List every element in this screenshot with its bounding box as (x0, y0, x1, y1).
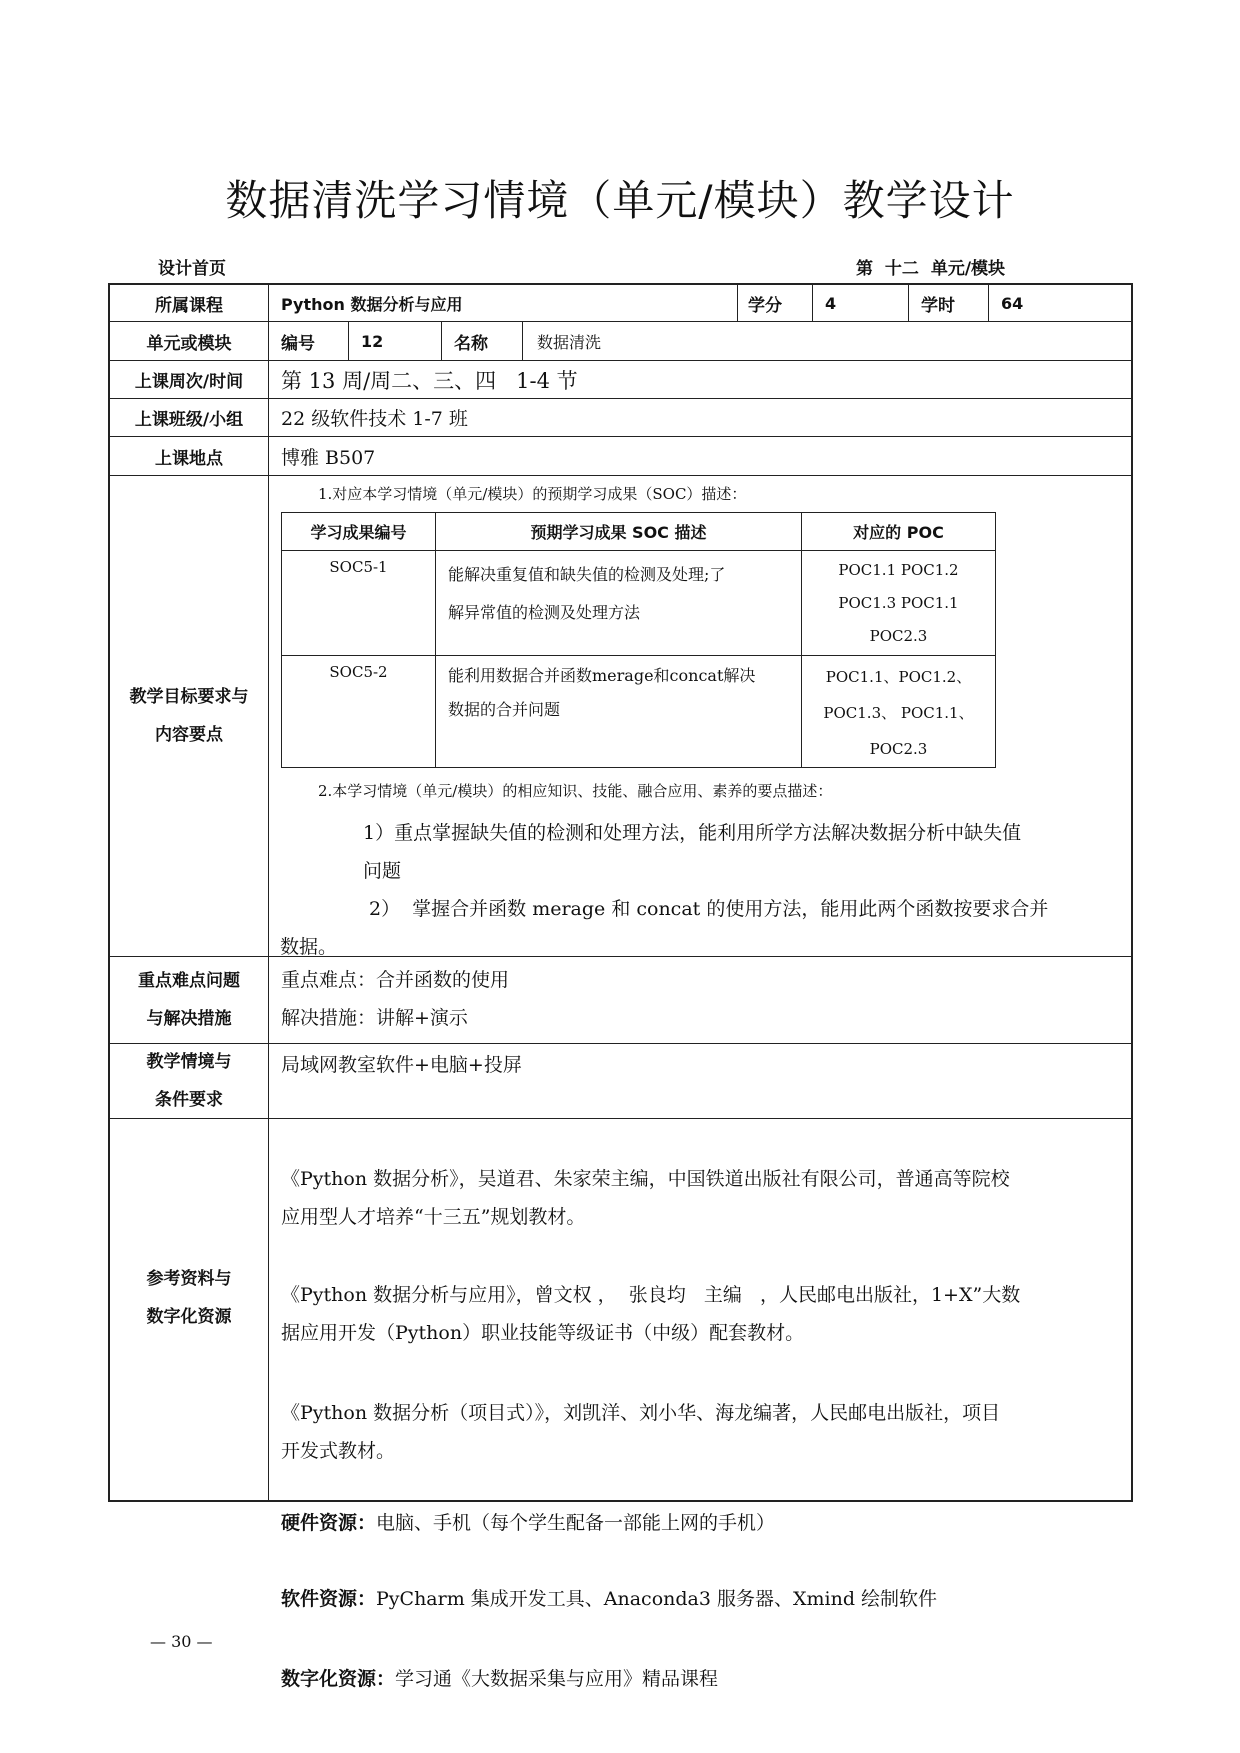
soc-row-1-desc: 能解决重复值和缺失值的检测及处理;了 解异常值的检测及处理方法 (448, 565, 726, 622)
unit-name-label: 名称 (454, 333, 488, 354)
location-value: 博雅 B507 (281, 446, 376, 469)
soc-header-desc: 预期学习成果 SOC 描述 (530, 523, 707, 542)
objectives-intro-2: 2.本学习情境（单元/模块）的相应知识、技能、融合应用、素养的要点描述： (318, 782, 833, 800)
software-resources: 软件资源：PyCharm 集成开发工具、Anaconda3 服务器、Xmind 绘制软件 (281, 1588, 938, 1610)
reference-1: 《Python 数据分析》，吴道君、朱家荣主编，中国铁道出版社有限公司，普通高等院校 应用型人才培养“十三五”规划教材。 (281, 1168, 1010, 1228)
objectives-intro-1: 1.对应本学习情境（单元/模块）的预期学习成果（SOC）描述： (318, 485, 747, 503)
credit-value: 4 (825, 293, 837, 313)
soc-row-1-id: SOC5-1 (329, 558, 388, 576)
hours-label: 学时 (921, 295, 955, 316)
course-label: 所属课程 (155, 295, 223, 316)
objectives-label: 教学目标要求与 内容要点 (129, 687, 249, 745)
soc-row-2-desc: 能利用数据合并函数merage和concat解决 数据的合并问题 (448, 666, 756, 719)
unit-label: 单元或模块 (146, 333, 232, 354)
objective-point-1: 1）重点掌握缺失值的检测和处理方法，能利用所学方法解决数据分析中缺失值 问题 (363, 822, 1022, 882)
soc-header-poc: 对应的 POC (853, 523, 944, 542)
unit-name: 数据清洗 (537, 332, 602, 352)
unit-code-label: 编号 (281, 333, 315, 354)
unit-number-label: 第 十二 单元/模块 (856, 259, 1006, 279)
difficulty-content: 重点难点：合并函数的使用 解决措施：讲解+演示 (281, 969, 510, 1029)
conditions-value: 局域网教室软件+电脑+投屏 (281, 1054, 522, 1076)
class-label: 上课班级/小组 (134, 410, 244, 430)
design-homepage-label: 设计首页 (158, 259, 226, 279)
schedule-value: 第 13 周/周二、三、四 1-4 节 (281, 368, 578, 393)
reference-3: 《Python 数据分析（项目式）》，刘凯洋、刘小华、海龙编著，人民邮电出版社，项目 开发式教材。 (281, 1402, 1001, 1462)
references-label: 参考资料与 数字化资源 (146, 1269, 232, 1327)
page-title: 数据清洗学习情境（单元/模块）教学设计 (225, 176, 1015, 225)
course-name: Python 数据分析与应用 (281, 294, 463, 314)
reference-2: 《Python 数据分析与应用》，曾文权 ， 张良均 主编 ，人民邮电出版社，1+X”大数 据应用开发（Python）职业技能等级证书（中级）配套教材。 (281, 1284, 1021, 1344)
references-content (281, 1122, 1127, 1717)
soc-row-2-poc: POC1.1、POC1.2、 POC1.3、 POC1.1、 POC2.3 (823, 668, 974, 758)
credit-label: 学分 (748, 295, 782, 316)
digital-resources: 数字化资源：学习通《大数据采集与应用》精品课程 (281, 1668, 719, 1690)
unit-code: 12 (361, 331, 384, 351)
objective-point-2: 2） 掌握合并函数 merage 和 concat 的使用方法，能用此两个函数按要求合并 数据。 (280, 898, 1049, 958)
location-label: 上课地点 (155, 448, 223, 469)
class-value: 22 级软件技术 1-7 班 (281, 408, 468, 430)
schedule-label: 上课周次/时间 (134, 372, 244, 392)
conditions-label: 教学情境与 条件要求 (146, 1052, 232, 1110)
difficulty-label: 重点难点问题 与解决措施 (138, 971, 240, 1029)
page-number: — 30 — (150, 1632, 213, 1651)
hardware-resources: 硬件资源：电脑、手机（每个学生配备一部能上网的手机） (281, 1512, 776, 1534)
soc-row-1-poc: POC1.1 POC1.2 POC1.3 POC1.1 POC2.3 (838, 561, 959, 645)
soc-row-2-id: SOC5-2 (329, 663, 388, 681)
hours-value: 64 (1001, 293, 1024, 313)
soc-header-id: 学习成果编号 (310, 523, 407, 542)
